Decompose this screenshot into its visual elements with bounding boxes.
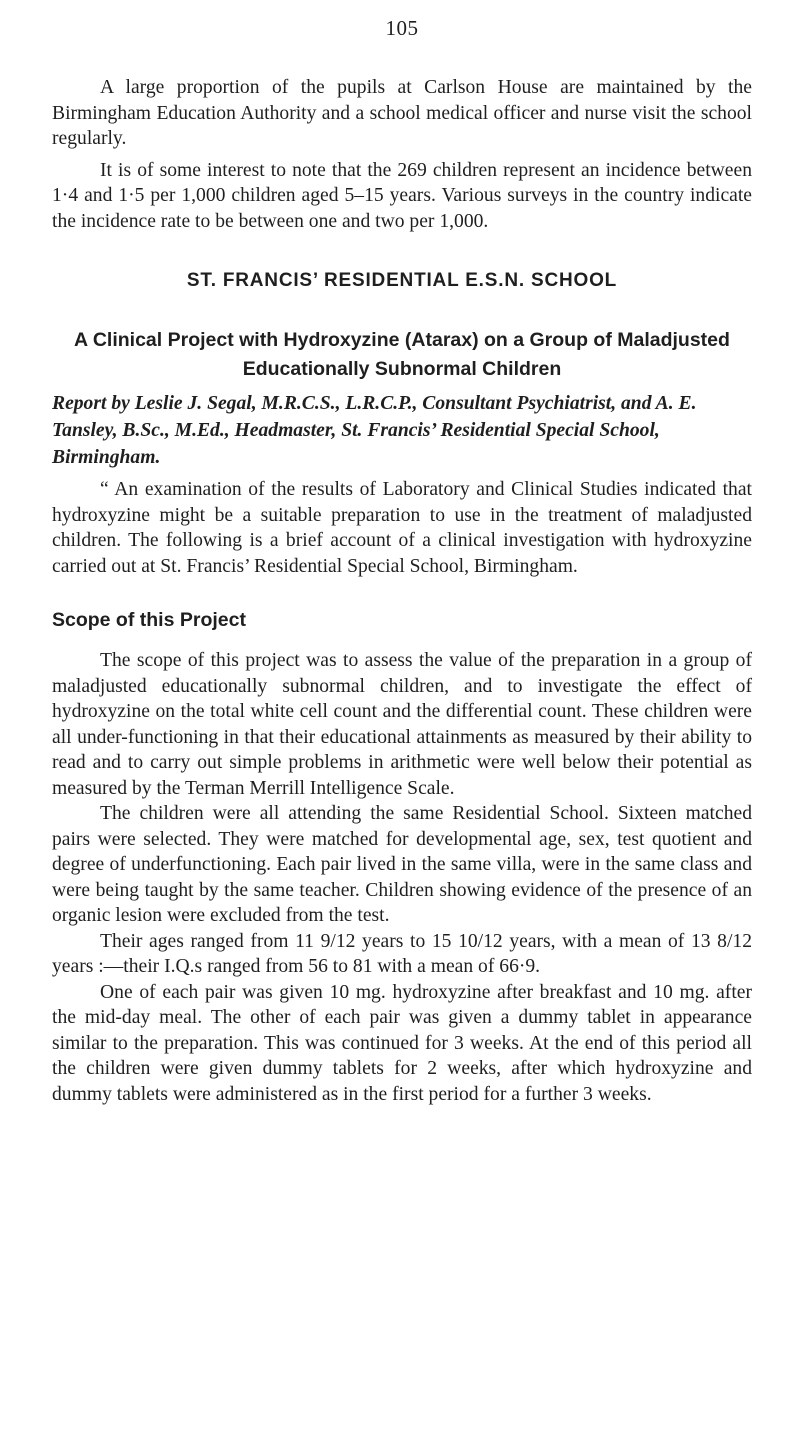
scope-paragraph-4: One of each pair was given 10 mg. hydroxyzine after breakfast and 10 mg. after the mid-day meal. The other of each pair was given a dummy tablet in appearance similar to the preparation. This was continued for 3 weeks. At the end of this period all the children were given dummy tablets for 2 weeks, after which hydroxyzine and dummy tablets were administered as in the first period for a further 3 weeks. bbox=[52, 981, 752, 1105]
page-number: 105 bbox=[385, 16, 419, 40]
project-title: A Clinical Project with Hydroxyzine (Atarax) on a Group of Maladjusted Educationally Subnormal Children bbox=[74, 329, 730, 380]
section-title: ST. FRANCIS’ RESIDENTIAL E.S.N. SCHOOL bbox=[186, 270, 618, 291]
scope-paragraph-3: Their ages ranged from 11 9/12 years to 15 10/12 years, with a mean of 13 8/12 years :—their I.Q.s ranged from 56 to 81 with a mean of 66·9. bbox=[52, 930, 752, 977]
report-byline: Report by Leslie J. Segal, M.R.C.S., L.R.C.P., Consultant Psychiatrist, and A. E. Tansley, B.Sc., M.Ed., Headmaster, St. Francis’ Residential Special School, Birmingham. bbox=[52, 393, 697, 468]
quote-paragraph: “ An examination of the results of Laboratory and Clinical Studies indicated that hydroxyzine might be a suitable preparation to use in the treatment of maladjusted children. The following is a brief account of a clinical investigation with hydroxyzine carried out at St. Francis’ Residential Special School, Birmingham. bbox=[52, 479, 752, 577]
scope-paragraph-2: The children were all attending the same Residential School. Sixteen matched pairs were selected. They were matched for developmental age, sex, test quotient and degree of underfunctioning. Each pair lived in the same villa, were in the same class and were being taught by the same teacher. Children showing evidence of the presence of an organic lesion were excluded from the test. bbox=[52, 803, 752, 926]
intro-paragraph-2: It is of some interest to note that the 269 children represent an incidence between 1·4 and 1·5 per 1,000 children aged 5–15 years. Various surveys in the country indicate the incidence rate to be between one and two per 1,000. bbox=[52, 159, 752, 232]
document-page bbox=[52, 16, 752, 1107]
scope-heading: Scope of this Project bbox=[52, 609, 246, 631]
intro-paragraph-1: A large proportion of the pupils at Carlson House are maintained by the Birmingham Education Authority and a school medical officer and nurse visit the school regularly. bbox=[52, 77, 752, 149]
scope-paragraph-1: The scope of this project was to assess the value of the preparation in a group of maladjusted educationally subnormal children, and to investigate the effect of hydroxyzine on the total white cell count and the differential count. These children were all under-functioning in that their educational attainments as measured by their ability to read and to carry out simple problems in arithmetic were well below their potential as measured by the Terman Merrill Intelligence Scale. bbox=[52, 650, 752, 799]
